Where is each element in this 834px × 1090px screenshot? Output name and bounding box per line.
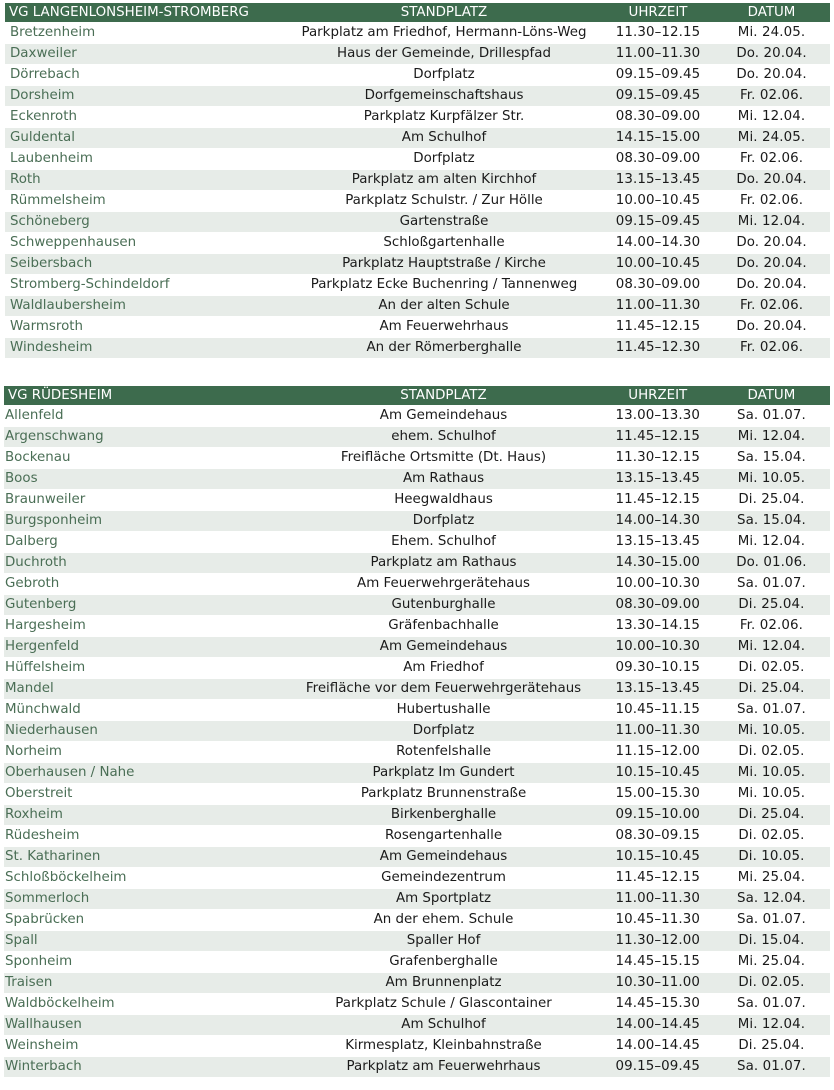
ort-cell: Stromberg-Schindeldorf — [5, 275, 285, 296]
datum-cell: Do. 20.04. — [713, 254, 830, 275]
datum-cell: Do. 20.04. — [713, 275, 830, 296]
table-row — [4, 784, 830, 805]
table-row — [4, 679, 830, 700]
table-row — [5, 86, 830, 107]
column-header-uhrzeit: UHRZEIT — [603, 3, 713, 23]
table-row — [4, 427, 830, 448]
ort-cell: Laubenheim — [5, 149, 285, 170]
ort-cell: Mandel — [4, 679, 284, 700]
standplatz-cell: Kirmesplatz, Kleinbahnstraße — [284, 1036, 602, 1057]
uhrzeit-cell: 09.15–09.45 — [603, 86, 713, 107]
table-title: VG RÜDESHEIM — [4, 386, 284, 406]
uhrzeit-cell: 09.30–10.15 — [603, 658, 713, 679]
ort-cell: Bretzenheim — [5, 23, 285, 44]
datum-cell: Mi. 12.04. — [713, 427, 830, 448]
standplatz-cell: Parkplatz am alten Kirchhof — [285, 170, 603, 191]
ort-cell: St. Katharinen — [4, 847, 284, 868]
table-row — [4, 763, 830, 784]
table-row — [5, 233, 830, 254]
table-row — [5, 44, 830, 65]
table-row — [4, 910, 830, 931]
uhrzeit-cell: 11.00–11.30 — [603, 889, 713, 910]
datum-cell: Mi. 12.04. — [713, 532, 830, 553]
datum-cell: Sa. 15.04. — [713, 511, 830, 532]
table-row — [5, 254, 830, 275]
datum-cell: Mi. 10.05. — [713, 469, 830, 490]
datum-cell: Di. 02.05. — [713, 973, 830, 994]
ort-cell: Gebroth — [4, 574, 284, 595]
standplatz-cell: Am Rathaus — [284, 469, 602, 490]
datum-cell: Sa. 12.04. — [713, 889, 830, 910]
uhrzeit-cell: 10.15–10.45 — [603, 847, 713, 868]
datum-cell: Mi. 10.05. — [713, 721, 830, 742]
standplatz-cell: Dorfgemeinschaftshaus — [285, 86, 603, 107]
ort-cell: Hergenfeld — [4, 637, 284, 658]
datum-cell: Fr. 02.06. — [713, 191, 830, 212]
standplatz-cell: Am Sportplatz — [284, 889, 602, 910]
standplatz-cell: Spaller Hof — [284, 931, 602, 952]
table-row — [4, 868, 830, 889]
ort-cell: Schöneberg — [5, 212, 285, 233]
ort-cell: Spabrücken — [4, 910, 284, 931]
standplatz-cell: Dorfplatz — [284, 511, 602, 532]
datum-cell: Di. 10.05. — [713, 847, 830, 868]
table-row — [5, 191, 830, 212]
uhrzeit-cell: 14.00–14.45 — [603, 1036, 713, 1057]
table-row — [4, 742, 830, 763]
table-row — [4, 700, 830, 721]
standplatz-cell: Dorfplatz — [285, 65, 603, 86]
uhrzeit-cell: 13.30–14.15 — [603, 616, 713, 637]
datum-cell: Fr. 02.06. — [713, 616, 830, 637]
datum-cell: Di. 25.04. — [713, 1036, 830, 1057]
standplatz-cell: Am Schulhof — [284, 1015, 602, 1036]
standplatz-cell: Dorfplatz — [285, 149, 603, 170]
uhrzeit-cell: 14.45–15.30 — [603, 994, 713, 1015]
standplatz-cell: Parkplatz Kurpfälzer Str. — [285, 107, 603, 128]
ort-cell: Wallhausen — [4, 1015, 284, 1036]
uhrzeit-cell: 14.15–15.00 — [603, 128, 713, 149]
standplatz-cell: Am Gemeindehaus — [284, 637, 602, 658]
table-header-row — [4, 386, 830, 406]
ort-cell: Spall — [4, 931, 284, 952]
ort-cell: Traisen — [4, 973, 284, 994]
datum-cell: Sa. 01.07. — [713, 994, 830, 1015]
standplatz-cell: Am Feuerwehrhaus — [285, 317, 603, 338]
standplatz-cell: Parkplatz Hauptstraße / Kirche — [285, 254, 603, 275]
datum-cell: Di. 02.05. — [713, 742, 830, 763]
uhrzeit-cell: 11.45–12.15 — [603, 317, 713, 338]
table-row — [4, 952, 830, 973]
column-header-datum: DATUM — [713, 386, 830, 406]
datum-cell: Mi. 12.04. — [713, 107, 830, 128]
table-row — [4, 805, 830, 826]
uhrzeit-cell: 10.00–10.30 — [603, 574, 713, 595]
ort-cell: Münchwald — [4, 700, 284, 721]
table-row — [5, 275, 830, 296]
table-row — [4, 931, 830, 952]
standplatz-cell: Birkenberghalle — [284, 805, 602, 826]
ort-cell: Sommerloch — [4, 889, 284, 910]
uhrzeit-cell: 14.00–14.45 — [603, 1015, 713, 1036]
standplatz-cell: Am Gemeindehaus — [284, 406, 602, 427]
uhrzeit-cell: 09.15–09.45 — [603, 1057, 713, 1078]
ort-cell: Niederhausen — [4, 721, 284, 742]
uhrzeit-cell: 14.00–14.30 — [603, 511, 713, 532]
datum-cell: Mi. 10.05. — [713, 763, 830, 784]
uhrzeit-cell: 11.45–12.15 — [603, 868, 713, 889]
datum-cell: Mi. 24.05. — [713, 23, 830, 44]
table-row — [4, 973, 830, 994]
table-row — [5, 107, 830, 128]
ort-cell: Weinsheim — [4, 1036, 284, 1057]
datum-cell: Fr. 02.06. — [713, 338, 830, 359]
datum-cell: Sa. 01.07. — [713, 700, 830, 721]
column-header-uhrzeit: UHRZEIT — [603, 386, 713, 406]
uhrzeit-cell: 15.00–15.30 — [603, 784, 713, 805]
ort-cell: Allenfeld — [4, 406, 284, 427]
standplatz-cell: Schloßgartenhalle — [285, 233, 603, 254]
ort-cell: Roxheim — [4, 805, 284, 826]
datum-cell: Fr. 02.06. — [713, 149, 830, 170]
uhrzeit-cell: 14.30–15.00 — [603, 553, 713, 574]
ort-cell: Oberstreit — [4, 784, 284, 805]
column-header-datum: DATUM — [713, 3, 830, 23]
schedule-table-langenlonsheim-stromberg — [5, 3, 830, 358]
uhrzeit-cell: 08.30–09.15 — [603, 826, 713, 847]
uhrzeit-cell: 13.15–13.45 — [603, 532, 713, 553]
table-row — [5, 317, 830, 338]
standplatz-cell: Parkplatz am Friedhof, Hermann-Löns-Weg — [285, 23, 603, 44]
table-row — [4, 574, 830, 595]
standplatz-cell: Gemeindezentrum — [284, 868, 602, 889]
table-row — [4, 826, 830, 847]
ort-cell: Burgsponheim — [4, 511, 284, 532]
standplatz-cell: Gräfenbachhalle — [284, 616, 602, 637]
table-row — [5, 128, 830, 149]
uhrzeit-cell: 08.30–09.00 — [603, 275, 713, 296]
table-row — [4, 469, 830, 490]
uhrzeit-cell: 10.00–10.30 — [603, 637, 713, 658]
ort-cell: Daxweiler — [5, 44, 285, 65]
datum-cell: Mi. 12.04. — [713, 1015, 830, 1036]
ort-cell: Waldböckelheim — [4, 994, 284, 1015]
datum-cell: Do. 01.06. — [713, 553, 830, 574]
uhrzeit-cell: 11.00–11.30 — [603, 44, 713, 65]
ort-cell: Dörrebach — [5, 65, 285, 86]
table-row — [4, 532, 830, 553]
table-row — [4, 721, 830, 742]
ort-cell: Schloßböckelheim — [4, 868, 284, 889]
uhrzeit-cell: 09.15–09.45 — [603, 212, 713, 233]
uhrzeit-cell: 13.15–13.45 — [603, 679, 713, 700]
ort-cell: Guldental — [5, 128, 285, 149]
uhrzeit-cell: 11.00–11.30 — [603, 296, 713, 317]
uhrzeit-cell: 10.45–11.15 — [603, 700, 713, 721]
table-row — [4, 553, 830, 574]
table-row — [4, 595, 830, 616]
standplatz-cell: Ehem. Schulhof — [284, 532, 602, 553]
ort-cell: Duchroth — [4, 553, 284, 574]
uhrzeit-cell: 11.00–11.30 — [603, 721, 713, 742]
ort-cell: Dalberg — [4, 532, 284, 553]
uhrzeit-cell: 10.00–10.45 — [603, 254, 713, 275]
uhrzeit-cell: 11.30–12.00 — [603, 931, 713, 952]
standplatz-cell: Parkplatz Im Gundert — [284, 763, 602, 784]
table-row — [4, 616, 830, 637]
uhrzeit-cell: 10.30–11.00 — [603, 973, 713, 994]
datum-cell: Sa. 01.07. — [713, 910, 830, 931]
standplatz-cell: Gutenburghalle — [284, 595, 602, 616]
table-row — [4, 511, 830, 532]
table-row — [4, 889, 830, 910]
datum-cell: Di. 15.04. — [713, 931, 830, 952]
uhrzeit-cell: 11.30–12.15 — [603, 23, 713, 44]
standplatz-cell: Parkplatz Ecke Buchenring / Tannenweg — [285, 275, 603, 296]
table-row — [5, 338, 830, 359]
datum-cell: Fr. 02.06. — [713, 86, 830, 107]
datum-cell: Mi. 12.04. — [713, 212, 830, 233]
uhrzeit-cell: 11.15–12.00 — [603, 742, 713, 763]
ort-cell: Windesheim — [5, 338, 285, 359]
table-row — [4, 658, 830, 679]
datum-cell: Sa. 01.07. — [713, 1057, 830, 1078]
standplatz-cell: Am Brunnenplatz — [284, 973, 602, 994]
ort-cell: Schweppenhausen — [5, 233, 285, 254]
ort-cell: Sponheim — [4, 952, 284, 973]
standplatz-cell: Parkplatz Schulstr. / Zur Hölle — [285, 191, 603, 212]
ort-cell: Hargesheim — [4, 616, 284, 637]
standplatz-cell: Hubertushalle — [284, 700, 602, 721]
uhrzeit-cell: 09.15–09.45 — [603, 65, 713, 86]
column-header-standplatz: STANDPLATZ — [284, 386, 602, 406]
datum-cell: Do. 20.04. — [713, 65, 830, 86]
table-title: VG LANGENLONSHEIM-STROMBERG — [5, 3, 285, 23]
ort-cell: Bockenau — [4, 448, 284, 469]
datum-cell: Mi. 12.04. — [713, 637, 830, 658]
table-row — [4, 637, 830, 658]
datum-cell: Sa. 15.04. — [713, 448, 830, 469]
table-row — [5, 149, 830, 170]
datum-cell: Sa. 01.07. — [713, 574, 830, 595]
standplatz-cell: An der Römerberghalle — [285, 338, 603, 359]
standplatz-cell: Am Gemeindehaus — [284, 847, 602, 868]
standplatz-cell: Rotenfelshalle — [284, 742, 602, 763]
standplatz-cell: Gartenstraße — [285, 212, 603, 233]
ort-cell: Boos — [4, 469, 284, 490]
table-row — [4, 994, 830, 1015]
standplatz-cell: Parkplatz Brunnenstraße — [284, 784, 602, 805]
ort-cell: Norheim — [4, 742, 284, 763]
table-header-row — [5, 3, 830, 23]
ort-cell: Oberhausen / Nahe — [4, 763, 284, 784]
datum-cell: Mi. 25.04. — [713, 868, 830, 889]
table-row — [4, 1036, 830, 1057]
standplatz-cell: Am Schulhof — [285, 128, 603, 149]
table-row — [4, 490, 830, 511]
uhrzeit-cell: 11.45–12.30 — [603, 338, 713, 359]
standplatz-cell: Parkplatz am Feuerwehrhaus — [284, 1057, 602, 1078]
ort-cell: Roth — [5, 170, 285, 191]
table-row — [5, 65, 830, 86]
table-row — [5, 170, 830, 191]
standplatz-cell: An der alten Schule — [285, 296, 603, 317]
datum-cell: Do. 20.04. — [713, 233, 830, 254]
standplatz-cell: Parkplatz am Rathaus — [284, 553, 602, 574]
table-row — [4, 448, 830, 469]
uhrzeit-cell: 08.30–09.00 — [603, 107, 713, 128]
datum-cell: Sa. 01.07. — [713, 406, 830, 427]
ort-cell: Seibersbach — [5, 254, 285, 275]
ort-cell: Waldlaubersheim — [5, 296, 285, 317]
datum-cell: Di. 25.04. — [713, 679, 830, 700]
datum-cell: Di. 25.04. — [713, 805, 830, 826]
uhrzeit-cell: 10.15–10.45 — [603, 763, 713, 784]
table-row — [5, 23, 830, 44]
datum-cell: Do. 20.04. — [713, 170, 830, 191]
standplatz-cell: An der ehem. Schule — [284, 910, 602, 931]
uhrzeit-cell: 08.30–09.00 — [603, 595, 713, 616]
ort-cell: Eckenroth — [5, 107, 285, 128]
uhrzeit-cell: 08.30–09.00 — [603, 149, 713, 170]
uhrzeit-cell: 11.45–12.15 — [603, 427, 713, 448]
datum-cell: Di. 25.04. — [713, 490, 830, 511]
datum-cell: Di. 02.05. — [713, 826, 830, 847]
datum-cell: Mi. 10.05. — [713, 784, 830, 805]
table-row — [5, 212, 830, 233]
uhrzeit-cell: 13.00–13.30 — [603, 406, 713, 427]
uhrzeit-cell: 10.45–11.30 — [603, 910, 713, 931]
ort-cell: Hüffelsheim — [4, 658, 284, 679]
standplatz-cell: Parkplatz Schule / Glascontainer — [284, 994, 602, 1015]
datum-cell: Di. 02.05. — [713, 658, 830, 679]
table-row — [5, 296, 830, 317]
standplatz-cell: Freifläche vor dem Feuerwehrgerätehaus — [284, 679, 602, 700]
ort-cell: Gutenberg — [4, 595, 284, 616]
standplatz-cell: Haus der Gemeinde, Drillespfad — [285, 44, 603, 65]
uhrzeit-cell: 14.00–14.30 — [603, 233, 713, 254]
uhrzeit-cell: 14.45–15.15 — [603, 952, 713, 973]
datum-cell: Mi. 24.05. — [713, 128, 830, 149]
column-header-standplatz: STANDPLATZ — [285, 3, 603, 23]
standplatz-cell: Freifläche Ortsmitte (Dt. Haus) — [284, 448, 602, 469]
standplatz-cell: Am Feuerwehrgerätehaus — [284, 574, 602, 595]
standplatz-cell: Heegwaldhaus — [284, 490, 602, 511]
datum-cell: Do. 20.04. — [713, 317, 830, 338]
datum-cell: Di. 25.04. — [713, 595, 830, 616]
table-row — [4, 406, 830, 427]
datum-cell: Mi. 25.04. — [713, 952, 830, 973]
standplatz-cell: ehem. Schulhof — [284, 427, 602, 448]
uhrzeit-cell: 11.45–12.15 — [603, 490, 713, 511]
ort-cell: Winterbach — [4, 1057, 284, 1078]
standplatz-cell: Grafenberghalle — [284, 952, 602, 973]
schedule-table-ruedesheim — [4, 386, 830, 1077]
ort-cell: Dorsheim — [5, 86, 285, 107]
uhrzeit-cell: 13.15–13.45 — [603, 469, 713, 490]
uhrzeit-cell: 09.15–10.00 — [603, 805, 713, 826]
datum-cell: Fr. 02.06. — [713, 296, 830, 317]
standplatz-cell: Am Friedhof — [284, 658, 602, 679]
ort-cell: Rümmelsheim — [5, 191, 285, 212]
table-row — [4, 847, 830, 868]
uhrzeit-cell: 11.30–12.15 — [603, 448, 713, 469]
table-row — [4, 1015, 830, 1036]
uhrzeit-cell: 10.00–10.45 — [603, 191, 713, 212]
ort-cell: Argenschwang — [4, 427, 284, 448]
ort-cell: Braunweiler — [4, 490, 284, 511]
ort-cell: Warmsroth — [5, 317, 285, 338]
table-row — [4, 1057, 830, 1078]
standplatz-cell: Dorfplatz — [284, 721, 602, 742]
ort-cell: Rüdesheim — [4, 826, 284, 847]
uhrzeit-cell: 13.15–13.45 — [603, 170, 713, 191]
standplatz-cell: Rosengartenhalle — [284, 826, 602, 847]
datum-cell: Do. 20.04. — [713, 44, 830, 65]
